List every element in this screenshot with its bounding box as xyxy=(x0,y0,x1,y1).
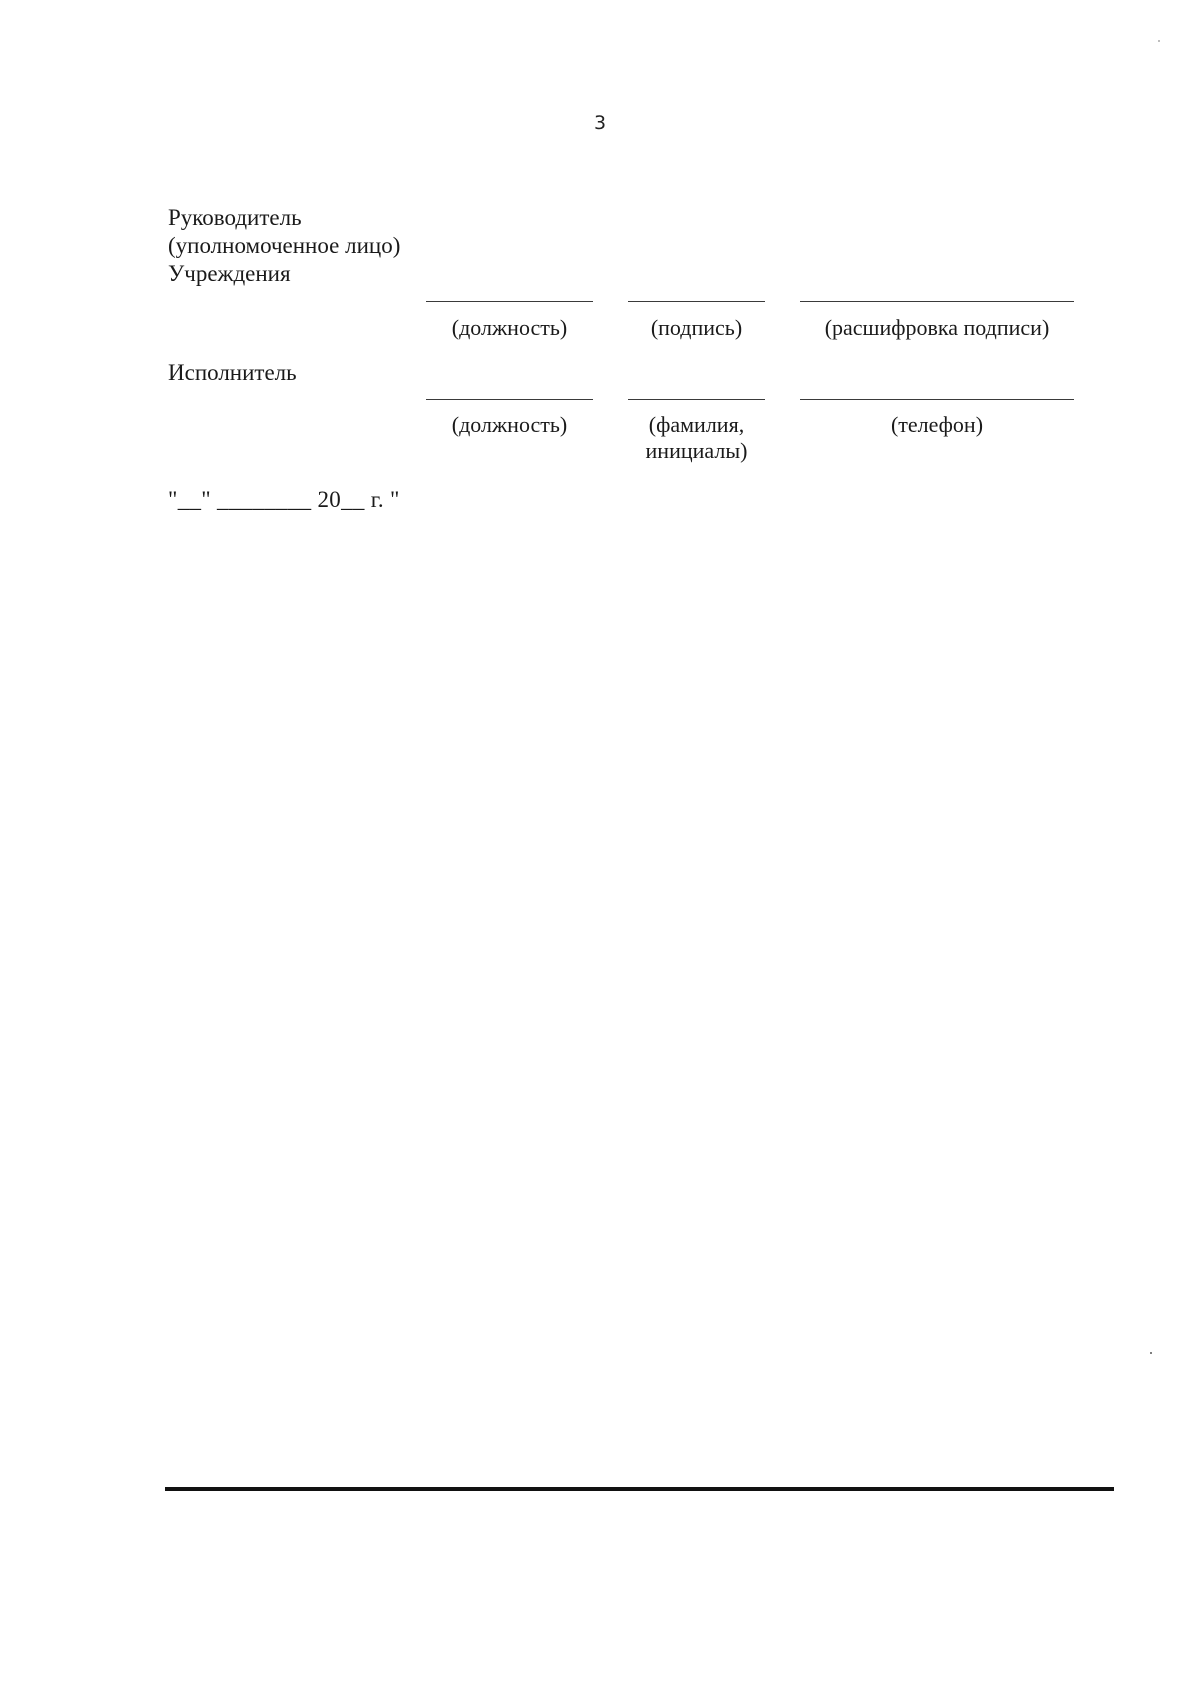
executor-name-line xyxy=(628,399,765,400)
head-position-line xyxy=(426,301,593,302)
page-number: 3 xyxy=(593,112,607,134)
date-line: "__" ________ 20__ г. " xyxy=(168,487,400,512)
executor-phone-line xyxy=(800,399,1074,400)
head-signature-line xyxy=(628,301,765,302)
executor-position-caption: (должность) xyxy=(451,412,568,437)
head-signature-caption: (подпись) xyxy=(650,315,743,340)
head-signature-decoding-line xyxy=(800,301,1074,302)
footer-rule xyxy=(165,1487,1114,1491)
scan-speck xyxy=(1150,1352,1152,1354)
head-label-line-2: (уполномоченное лицо) xyxy=(168,233,401,258)
executor-phone-caption: (телефон) xyxy=(890,412,984,437)
head-position-caption: (должность) xyxy=(451,315,568,340)
executor-name-caption xyxy=(608,412,785,464)
executor-name-caption-line-1: (фамилия, xyxy=(648,412,745,437)
executor-position-line xyxy=(426,399,593,400)
head-label-line-3: Учреждения xyxy=(168,261,291,286)
executor-name-caption-line-2: инициалы) xyxy=(645,438,748,463)
head-label xyxy=(168,204,400,288)
scan-speck xyxy=(1158,40,1160,42)
head-label-line-1: Руководитель xyxy=(168,205,302,230)
executor-label: Исполнитель xyxy=(168,360,297,385)
head-signature-decoding-caption: (расшифровка подписи) xyxy=(824,315,1050,340)
